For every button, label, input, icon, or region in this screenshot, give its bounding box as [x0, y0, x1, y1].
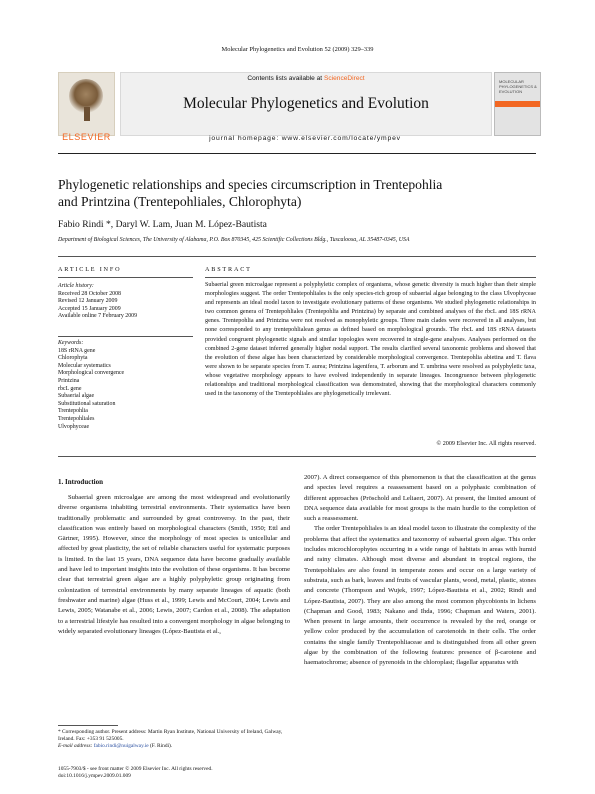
paragraph: Subaerial green microalgae are among the most widespread and evolutionarily diverse organisms inhabiting terrestrial environments. Their systematics have been traditionally problematic and surrounded by great controversy. In the past, their classification was entirely based on morphological characters (Smith, 1950; Ettl and Gärtner, 1995). However, since the morphology of most species is unicellular and affected by great plasticity, the set of reliable characters useful for systematic purposes is limited. In the last 15 years, DNA sequence data have become gradually available and have led to important insights into the evolution of these organisms. It has become clear that terrestrial green algae are a highly polyphyletic group originating from colonization of terrestrial environments by many separate lineages of aquatic (both freshwater and marine) algae (Huss et al., 1999; Lewis and McCourt, 2004; Lewis and Lewis, 2005; Watanabe et al., 2006; Lewis, 2007; Cardon et al., 2008). The adaptation to a terrestrial lifestyle has resulted into a convergent morphology in algae belonging to widely separated evolutionary lineages (López-Bautista et al.,	[58, 494, 290, 635]
running-head: Molecular Phylogenetics and Evolution 52 (2009) 329–339	[221, 46, 374, 53]
copyright: © 2009 Elsevier Inc. All rights reserved.	[436, 441, 536, 447]
author-list: Fabio Rindi *, Daryl W. Lam, Juan M. López-Bautista	[58, 219, 267, 230]
article-history: Article history: Received 28 October 2008 Revised 12 January 2009 Accepted 15 January 2009 Available online 7 February 2009	[58, 283, 193, 321]
masthead-banner	[120, 72, 492, 136]
masthead-rule	[58, 153, 536, 154]
journal-masthead	[58, 70, 538, 150]
footnotes: * Corresponding author. Present address: Martin Ryan Institute, National University of Ireland, Galway, Ireland. Fax: +353 91 525005. E-mail address: fabio.rindi@nuigalway.ie (F. Rindi).	[58, 729, 283, 750]
keyword-item: Trentepohlia	[58, 408, 88, 415]
keyword-item: Subaerial algae	[58, 393, 95, 400]
keyword-item: Printzina	[58, 377, 80, 384]
article-info-heading: ARTICLE INFO	[58, 266, 122, 273]
publisher-name: ELSEVIER	[62, 132, 111, 142]
journal-title: Molecular Phylogenetics and Evolution	[183, 95, 429, 112]
keyword-item: Chlorophyta	[58, 355, 88, 362]
keywords: Keywords: 18S rRNA gene Chlorophyta Molecular systematics Morphological convergence Printzina rbcL gene Subaerial algae Substitutional saturation Trentepohlia Trentepohliales Ulvophyceae	[58, 340, 193, 431]
keyword-item: Ulvophyceae	[58, 423, 90, 430]
body-right-column	[304, 473, 536, 669]
doi: doi:10.1016/j.ympev.2009.01.009	[58, 773, 131, 780]
keyword-item: Morphological convergence	[58, 370, 125, 377]
affiliation: Department of Biological Sciences, The University of Alabama, P.O. Box 870345, 425 Scientific Collections Bldg., Tuscaloosa, AL 35487-0345, USA	[58, 237, 410, 243]
keyword-item: Molecular systematics	[58, 362, 111, 369]
section-heading: 1. Introduction	[58, 478, 103, 486]
history-item: Revised 12 January 2009	[58, 298, 118, 305]
journal-cover-thumbnail: MOLECULAR PHYLOGENETICS & EVOLUTION	[494, 72, 541, 136]
keyword-item: Substitutional saturation	[58, 400, 116, 407]
keyword-item: 18S rRNA gene	[58, 347, 96, 354]
paragraph: The order Trentepohliales is an ideal model taxon to illustrate the complexity of the problems that affect the systematics and taxonomy of subaerial green algae. This order includes microchlorophytes occurring in a wide range of habitats in areas with humid and rainy climates. Although most diverse and abundant in tropical regions, the Trentepohliales are also found in temperate zones and occur on a large variety of substrata, such as bark, leaves and fruits of vascular plants, wood, metal, plastic, stones and concrete (Thompson and Wujek, 1997; López-Bautista et al., 2002; Rindi and López-Bautista, 2007). They are also among the most common phycobionts in lichens (Chapman and Good, 1983; Nakano and Ihda, 1996; Chapman and Waters, 2001). When present in large amounts, their occurrence is revealed by the red, orange or yellow color produced by the accumulation of carotenoids in their cells. The order contains the single family Trentepohliaceae and is distinguished from all other green algae by the combination of the following features: presence of β-carotene and haematochrome; absence of pyrenoids in the chloroplast; flagellar apparatus with	[304, 525, 536, 667]
history-item: Available online 7 February 2009	[58, 313, 138, 320]
abstract-text: Subaerial green microalgae represent a polyphyletic complex of organisms, whose genetic diversity is much higher than their simple morphologies suggest. The order Trentepohliales is the only species-rich group of subaerial algae belonging to the class Ulvophyceae and represents an ideal model taxon to investigate evolutionary patterns of these organisms. We studied phylogenetic relationships in two common genera of Trentepohliales (Trentepohlia and Printzina) by separate and combined analyses of the rbcL and 18S rRNA genes. Trentepohlia and Printzina were not resolved as monophyletic groups. Three main clades were recovered in all analyses, but none corresponded to any trentepohlialean genus as defined based on morphological grounds. The rbcL and 18S rRNA datasets provided congruent phylogenetic signals and similar topologies were recovered in single-gene analyses. Analyses performed on the combined 2-gene dataset inferred generally higher nodal support. The results clarified several taxonomic problems and showed that the evolution of these algae has been characterized by considerable morphological convergence. Trentepohlia abietina and T. flava were shown to be separate species from T. aurea; Printzina lagenifera, T. arborum and T. umbrina were resolved as polyphyletic taxa, whose vegetative morphology appears to have evolved independently in separate lineages. Incongruence between phylogenetic relationships and traditional morphological classification was demonstrated, showing that the morphological characters commonly used in the taxonomy of the Trentepohliales are phylogenetically irrelevant.	[205, 282, 536, 398]
footnote-rule	[58, 725, 118, 726]
elsevier-logo	[58, 72, 115, 136]
sciencedirect-link[interactable]: ScienceDirect	[323, 75, 365, 82]
history-item: Accepted 15 January 2009	[58, 305, 121, 312]
keyword-item: Trentepohliales	[58, 415, 95, 422]
history-item: Received 28 October 2008	[58, 290, 121, 297]
email-link[interactable]: fabio.rindi@nuigalway.ie	[93, 743, 149, 750]
abstract-heading: ABSTRACT	[205, 266, 252, 273]
journal-homepage[interactable]: journal homepage: www.elsevier.com/locate/ympev	[209, 135, 401, 142]
issn-doi: 1055-7903/$ - see front matter © 2009 Elsevier Inc. All rights reserved. doi:10.1016/j.ympev.2009.01.009	[58, 766, 358, 780]
keyword-item: rbcL gene	[58, 385, 82, 392]
divider	[58, 256, 536, 257]
paragraph: 2007). A direct consequence of this phenomenon is that the classification at the genus and species level requires a reassessment based on a polyphasic combination of different approaches (Pröschold and Leliaert, 2007). At present, the limited amount of DNA sequence data available for most groups is the main hurdle to the completion of such a reassessment.	[304, 474, 536, 523]
contents-line: Contents lists available at ScienceDirect	[247, 75, 365, 82]
body-left-column	[58, 493, 290, 637]
article-title: Phylogenetic relationships and species circumscription in Trentepohlia and Printzina (Trentepohliales, Chlorophyta)	[58, 177, 443, 209]
